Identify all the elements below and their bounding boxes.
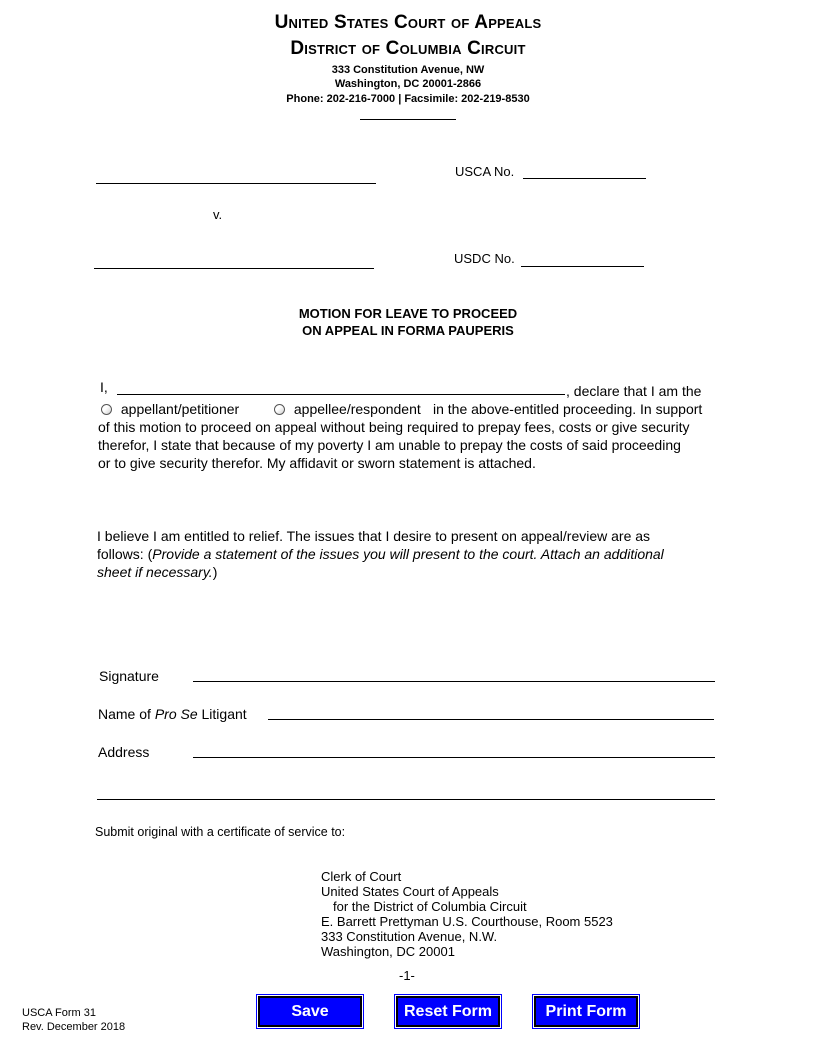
submit-note: Submit original with a certificate of service to:: [95, 825, 346, 839]
issues-instruction-cont: sheet if necessary.: [97, 564, 213, 580]
appellant-radio[interactable]: [101, 404, 112, 415]
declaration-line2: of this motion to proceed on appeal without being required to prepay fees, costs or give security: [98, 419, 690, 435]
usdc-no-field[interactable]: [521, 266, 644, 267]
usca-no-field[interactable]: [523, 178, 646, 179]
appellee-name-field[interactable]: [94, 268, 374, 269]
clerk-address: [321, 869, 613, 959]
form-id: USCA Form 31: [22, 1007, 96, 1019]
signature-label: Signature: [99, 668, 159, 684]
declaration-suffix: , declare that I am the: [566, 383, 702, 399]
declarant-name-field[interactable]: [117, 394, 565, 395]
page-number: -1-: [399, 968, 415, 983]
declaration-line3: therefor, I state that because of my poverty I am unable to prepay the costs of said proceeding: [98, 437, 681, 453]
clerk-line3: for the District of Columbia Circuit: [333, 899, 527, 914]
declaration-prefix: I,: [100, 379, 108, 395]
declaration-after-options: in the above-entitled proceeding. In support: [433, 401, 703, 417]
party-role-appellee[interactable]: [274, 400, 421, 418]
motion-title-line1: MOTION FOR LEAVE TO PROCEED: [298, 306, 518, 321]
court-phone: Phone: 202-216-7000 | Facsimile: 202-219-8530: [286, 93, 530, 105]
court-name: United States Court of Appeals: [274, 12, 542, 33]
appellant-name-field[interactable]: [96, 183, 376, 184]
appellee-radio[interactable]: [274, 404, 285, 415]
issues-text-area[interactable]: [97, 590, 717, 650]
issues-line3-suffix: ): [212, 564, 218, 580]
declaration-line4: or to give security therefor. My affidavit or sworn statement is attached.: [98, 455, 536, 471]
clerk-line2: United States Court of Appeals: [321, 884, 499, 899]
name-field[interactable]: [268, 719, 714, 720]
name-label: Name of Pro Se Litigant: [98, 706, 247, 722]
clerk-line5: 333 Constitution Avenue, N.W.: [321, 929, 498, 944]
issues-line2-prefix: follows: (: [97, 546, 153, 562]
header-divider: [360, 119, 456, 120]
clerk-line6: Washington, DC 20001: [321, 944, 455, 959]
appellee-radio-label: appellee/respondent: [293, 401, 421, 417]
form-revision: Rev. December 2018: [22, 1021, 126, 1033]
address-field-line2[interactable]: [97, 799, 715, 800]
circuit-name: District of Columbia Circuit: [290, 38, 526, 59]
usca-no-label: USCA No.: [455, 164, 515, 179]
motion-title-line2: ON APPEAL IN FORMA PAUPERIS: [302, 323, 514, 338]
clerk-line4: E. Barrett Prettyman U.S. Courthouse, Room 5523: [321, 914, 613, 929]
issues-instruction: Provide a statement of the issues you will present to the court. Attach an additional: [152, 546, 664, 562]
address-field-line1[interactable]: [193, 757, 715, 758]
versus-label: v.: [213, 207, 223, 222]
save-button[interactable]: Save: [258, 996, 362, 1027]
usdc-no-label: USDC No.: [454, 251, 515, 266]
issues-line1: I believe I am entitled to relief. The issues that I desire to present on appeal/review are as: [97, 528, 651, 544]
party-role-appellant[interactable]: [101, 400, 239, 418]
clerk-line1: Clerk of Court: [321, 869, 402, 884]
issues-line2: [97, 545, 664, 563]
print-form-button[interactable]: Print Form: [534, 996, 638, 1027]
appellant-radio-label: appellant/petitioner: [120, 401, 240, 417]
address-label: Address: [98, 744, 150, 760]
reset-form-button[interactable]: Reset Form: [396, 996, 500, 1027]
court-address-city: Washington, DC 20001-2866: [334, 78, 482, 90]
court-address-street: 333 Constitution Avenue, NW: [331, 64, 485, 76]
signature-field[interactable]: [193, 681, 715, 682]
issues-line3: [97, 563, 217, 581]
